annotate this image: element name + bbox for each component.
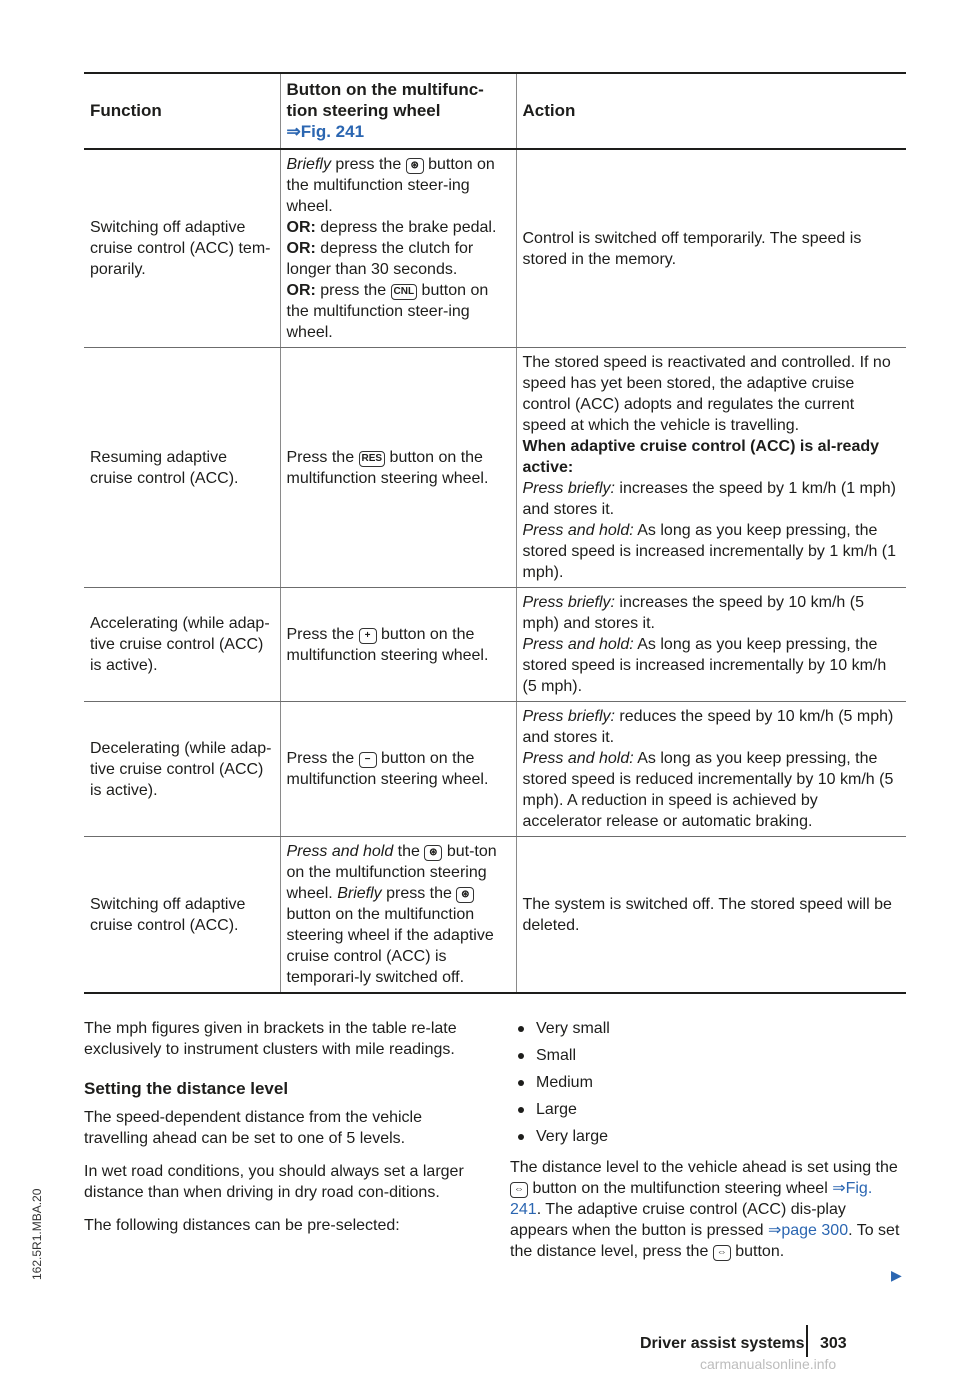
row4-btn-a: Press the xyxy=(286,750,359,767)
row1-or1-text: depress the brake pedal. xyxy=(315,219,497,236)
row5-d: button on the multifunction steering wheel if the adaptive cruise control (ACC) is temporari-ly switched off. xyxy=(286,906,494,986)
row2-btn-a: Press the xyxy=(286,448,359,466)
row2-brief-label: Press briefly: xyxy=(522,480,615,497)
row5-hold: Press and hold xyxy=(286,843,394,860)
row4-brief-label: Press briefly: xyxy=(522,708,615,725)
table-row xyxy=(84,348,906,588)
row1-text-a: press the xyxy=(330,156,406,173)
row5-a: the xyxy=(393,843,425,860)
row4-hold-label: Press and hold: xyxy=(522,750,634,767)
plus-button-icon: + xyxy=(359,628,377,644)
row3-btn-a: Press the xyxy=(286,625,359,643)
row5-b: but-ton on the multifunction steering wheel. xyxy=(286,843,497,902)
continue-arrow-icon: ▶ xyxy=(891,1267,902,1283)
list-item: Very small xyxy=(510,1018,906,1039)
row1-function: Switching off adaptive cruise control (ACC) tem-porarily. xyxy=(84,149,280,348)
left-column xyxy=(84,1018,484,1248)
list-item: Very large xyxy=(510,1126,906,1147)
page-300-link[interactable]: ⇒page 300 xyxy=(767,1222,849,1239)
row3-brief-label: Press briefly: xyxy=(522,594,615,611)
footer-divider xyxy=(806,1325,808,1357)
wet-road-note: In wet road conditions, you should always set a larger distance than when driving in dry road con-ditions. xyxy=(84,1163,464,1201)
row2-action-bold: When adaptive cruise control (ACC) is al-ready active: xyxy=(522,438,880,476)
cruise-button-icon: ⊛ xyxy=(406,158,424,174)
cruise-button-icon: ⊛ xyxy=(456,887,474,903)
dp-b: button on the multifunction steering wheel xyxy=(528,1180,833,1197)
table-header-row xyxy=(84,73,906,149)
mph-note: The mph figures given in brackets in the table re-late exclusively to instrument clusters with mile readings. xyxy=(84,1020,457,1058)
distance-button-icon: ⇔ xyxy=(713,1245,731,1261)
page-number: 303 xyxy=(820,1335,847,1352)
side-document-code: 162.5R1.MBA.20 xyxy=(30,1188,44,1280)
section-heading: Setting the distance level xyxy=(84,1079,289,1098)
row2-brief-text: increases the speed by 1 km/h (1 mph) and stores it. xyxy=(522,480,896,518)
row4-action xyxy=(516,702,906,837)
acc-functions-table xyxy=(84,72,906,994)
row5-action: The system is switched off. The stored speed will be deleted. xyxy=(516,837,906,994)
res-button-icon: RES xyxy=(359,451,386,467)
fig-241-link[interactable]: ⇒Fig. 241 xyxy=(510,1180,873,1218)
row3-hold-label: Press and hold: xyxy=(522,636,634,653)
row1-or-2: OR: xyxy=(286,240,316,257)
row2-hold-label: Press and hold: xyxy=(522,522,634,539)
functions-table-wrap xyxy=(84,72,906,994)
distance-button-icon: ⇔ xyxy=(510,1182,528,1198)
list-item: Large xyxy=(510,1099,906,1120)
distance-levels-list xyxy=(510,1018,906,1147)
row3-function: Accelerating (while adap-tive cruise control (ACC) is active). xyxy=(84,588,280,702)
header-button xyxy=(280,73,516,149)
row3-btn-b: button on the multifunction steering wheel. xyxy=(286,625,489,664)
row2-button xyxy=(280,348,516,588)
header-fig-link[interactable]: ⇒Fig. 241 xyxy=(286,121,365,141)
dp-e: button. xyxy=(730,1243,785,1260)
row1-text-b: button on the multifunction steer-ing wheel. xyxy=(286,156,495,215)
table-row xyxy=(84,149,906,348)
minus-button-icon: − xyxy=(359,752,377,768)
row5-c: press the xyxy=(381,885,457,902)
list-item: Small xyxy=(510,1045,906,1066)
table-row xyxy=(84,588,906,702)
row3-action xyxy=(516,588,906,702)
row1-action: Control is switched off temporarily. The speed is stored in the memory. xyxy=(516,149,906,348)
header-action: Action xyxy=(516,73,906,149)
cruise-button-icon: ⊛ xyxy=(424,845,442,861)
row4-function: Decelerating (while adap-tive cruise control (ACC) is active). xyxy=(84,702,280,837)
cnl-button-icon: CNL xyxy=(391,284,418,300)
distance-setting-paragraph xyxy=(510,1157,906,1262)
row3-hold-text: As long as you keep pressing, the stored speed is increased incrementally by 10 km/h (5 mph). xyxy=(522,636,887,695)
row3-button xyxy=(280,588,516,702)
row4-btn-b: button on the multifunction steering wheel. xyxy=(286,750,489,788)
row2-hold-text: As long as you keep pressing, the stored speed is increased incrementally by 1 km/h (1 mph). xyxy=(522,522,897,581)
row1-or2-text: depress the clutch for longer than 30 seconds. xyxy=(286,240,474,278)
row1-or-3: OR: xyxy=(286,282,316,299)
dp-a: The distance level to the vehicle ahead is set using the xyxy=(510,1159,898,1176)
row2-function: Resuming adaptive cruise control (ACC). xyxy=(84,348,280,588)
table-row xyxy=(84,702,906,837)
dp-d: . To set the distance level, press the xyxy=(510,1222,900,1260)
dp-c: . The adaptive cruise control (ACC) dis-play appears when the button is pressed xyxy=(510,1201,846,1239)
row1-or3-a: press the xyxy=(315,282,391,299)
row3-brief-text: increases the speed by 10 km/h (5 mph) and stores it. xyxy=(522,594,864,632)
header-button-label: Button on the multifunc-tion steering wheel xyxy=(286,79,484,120)
row1-or3-b: button on the multifunction steer-ing wheel. xyxy=(286,282,489,341)
row2-action-p1: The stored speed is reactivated and controlled. If no speed has yet been stored, the adaptive cruise control (ACC) adopts and regulates the current speed at which the vehicle is travelling. xyxy=(522,354,891,434)
row2-btn-b: button on the multifunction steering wheel. xyxy=(286,448,489,487)
table-row xyxy=(84,837,906,994)
row4-brief-text: reduces the speed by 10 km/h (5 mph) and stores it. xyxy=(522,708,894,746)
row5-button xyxy=(280,837,516,994)
row4-hold-text: As long as you keep pressing, the stored speed is reduced incrementally by 10 km/h (5 mph). A reduction in speed is achieved by accelerator release or automatic braking. xyxy=(522,750,894,830)
row5-function: Switching off adaptive cruise control (ACC). xyxy=(84,837,280,994)
right-column xyxy=(510,1018,906,1274)
list-item: Medium xyxy=(510,1072,906,1093)
row4-button xyxy=(280,702,516,837)
watermark: carmanualsonline.info xyxy=(700,1356,837,1372)
row1-or-1: OR: xyxy=(286,219,316,236)
row2-action xyxy=(516,348,906,588)
distance-intro: The speed-dependent distance from the vehicle travelling ahead can be set to one of 5 levels. xyxy=(84,1109,422,1147)
preselect-note: The following distances can be pre-selected: xyxy=(84,1217,400,1234)
footer-section-title: Driver assist systems xyxy=(640,1335,805,1352)
row1-briefly: Briefly xyxy=(286,156,331,173)
row1-button xyxy=(280,149,516,348)
header-function: Function xyxy=(84,73,280,149)
row5-brief: Briefly xyxy=(337,885,382,902)
